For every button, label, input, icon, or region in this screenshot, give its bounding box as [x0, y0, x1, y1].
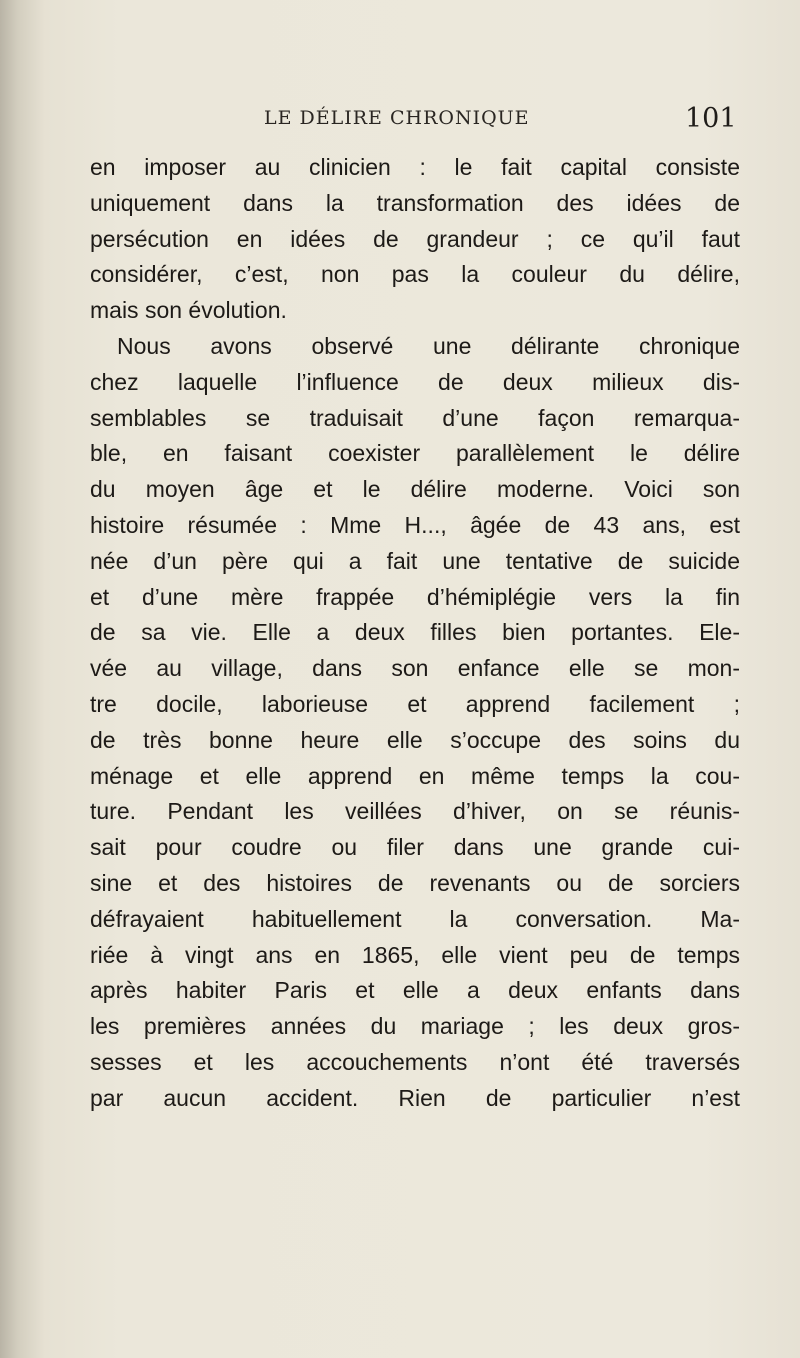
text-line: persécution en idées de grandeur ; ce qu’il faut [90, 225, 740, 252]
text-line: de sa vie. Elle a deux filles bien portantes. Ele- [90, 619, 740, 646]
text-line: Nous avons observé une délirante chronique [117, 332, 740, 359]
text-line: et d’une mère frappée d’hémiplégie vers la fin [90, 583, 740, 610]
text-line: après habiter Paris et elle a deux enfants dans [90, 977, 740, 1004]
text-line: du moyen âge et le délire moderne. Voici son [90, 476, 740, 503]
text-line: vée au village, dans son enfance elle se mon- [90, 655, 740, 682]
text-line: de très bonne heure elle s’occupe des soins du [90, 726, 740, 753]
text-line: sesses et les accouchements n’ont été traversés [90, 1048, 740, 1075]
text-line: les premières années du mariage ; les deux gros- [90, 1013, 740, 1040]
text-line: en imposer au clinicien : le fait capital consiste [90, 154, 740, 180]
text-line: histoire résumée : Mme H..., âgée de 43 ans, est [90, 511, 740, 538]
text-line: née d’un père qui a fait une tentative de suicide [90, 547, 740, 574]
text-line: par aucun accident. Rien de particulier n’est [90, 1084, 740, 1111]
text-line: défrayaient habituellement la conversation. Ma- [90, 905, 740, 932]
text-line: chez laquelle l’influence de deux milieux dis- [90, 368, 740, 395]
running-title: LE DÉLIRE CHRONIQUE [264, 107, 530, 129]
text-line: semblables se traduisait d’une façon remarqua- [90, 404, 740, 431]
text-line: considérer, c’est, non pas la couleur du délire, [90, 261, 740, 288]
text-line: sine et des histoires de revenants ou de sorciers [90, 869, 740, 896]
page-header [0, 103, 800, 143]
text-line: ble, en faisant coexister parallèlement le délire [90, 440, 740, 467]
body-text [90, 150, 740, 1117]
text-line: ménage et elle apprend en même temps la cou- [90, 762, 740, 789]
text-line: mais son évolution. [90, 297, 287, 324]
text-line: ture. Pendant les veillées d’hiver, on se réunis- [90, 798, 740, 825]
text-line: tre docile, laborieuse et apprend facilement ; [90, 690, 740, 717]
text-line: riée à vingt ans en 1865, elle vient peu de temps [90, 941, 740, 968]
text-line: sait pour coudre ou filer dans une grande cui- [90, 834, 740, 861]
text-line: uniquement dans la transformation des idées de [90, 189, 740, 216]
page-number: 101 [685, 103, 737, 134]
